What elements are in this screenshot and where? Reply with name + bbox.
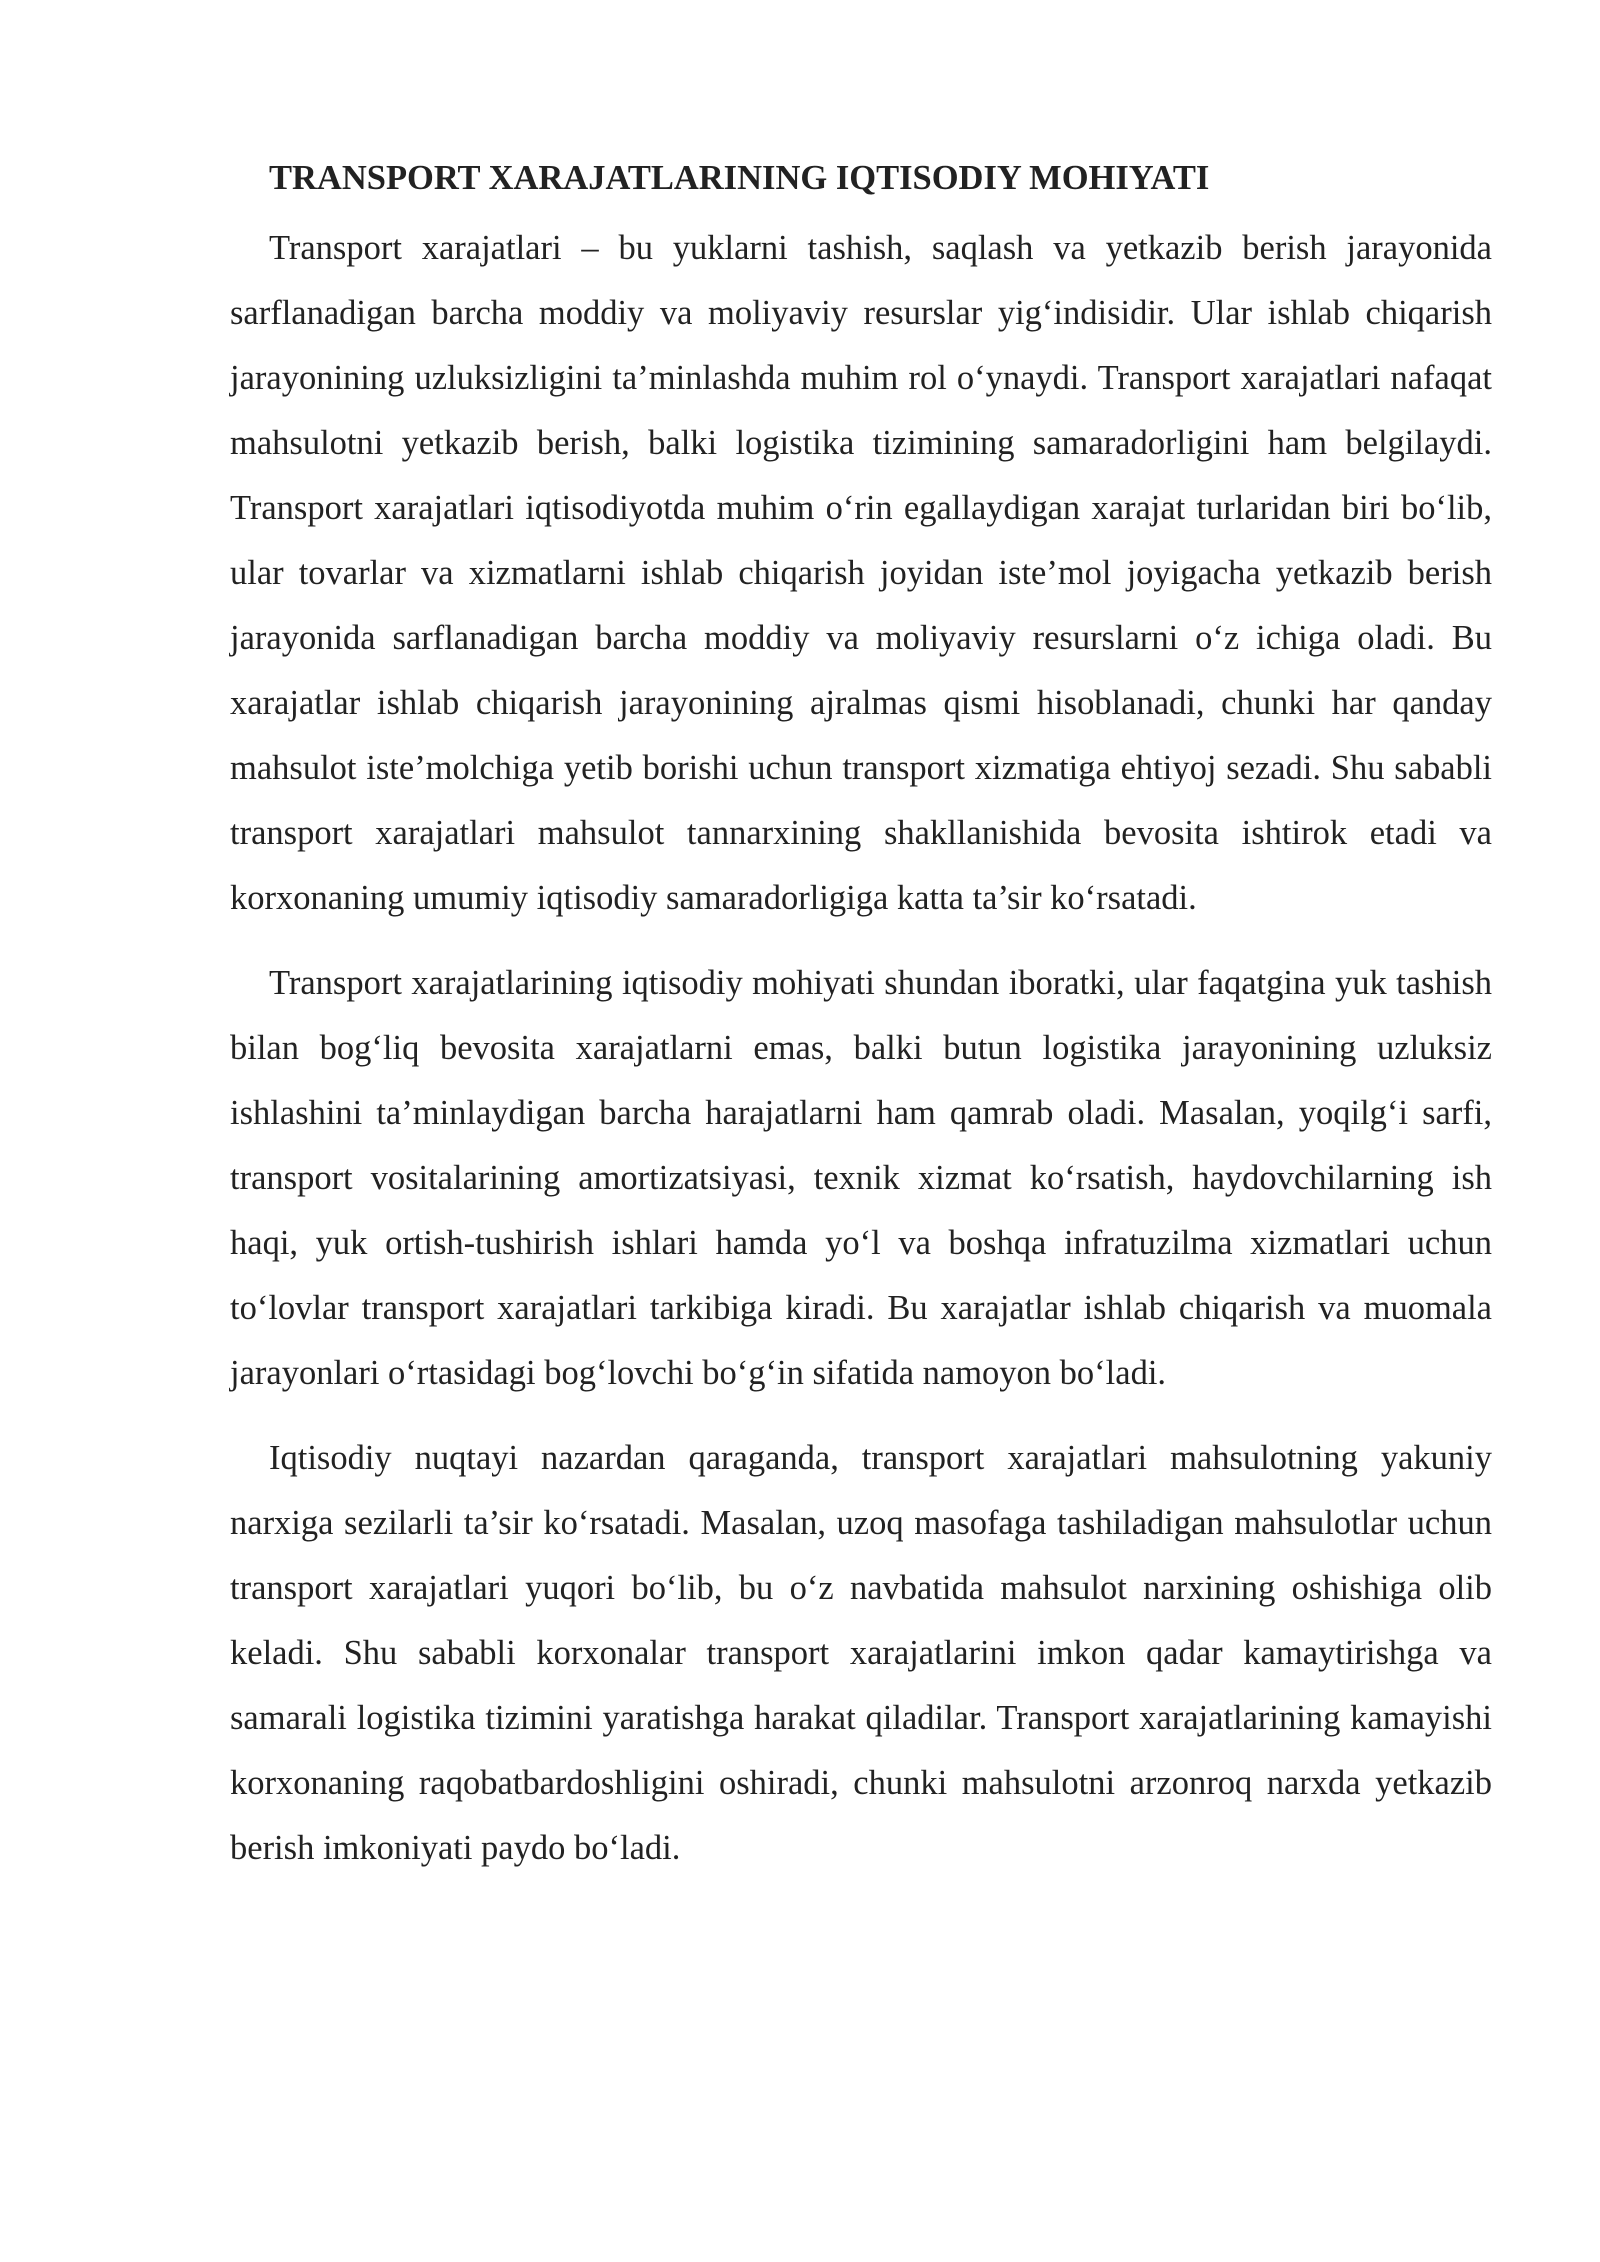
paragraph-2: Transport xarajatlarining iqtisodiy mohiyati shundan iboratki, ular faqatgina yuk tashish bilan bog‘liq bevosita xarajatlarni emas, balki butun logistika jarayonining uzluksiz ishlashini ta’minlaydigan barcha harajatlarni ham qamrab oladi. Masalan, yoqilg‘i sarfi, transport vositalarining amortizatsiyasi, texnik xizmat ko‘rsatish, haydovchilarning ish haqi, yuk ortish-tushirish ishlari hamda yo‘l va boshqa infratuzilma xizmatlari uchun to‘lovlar transport xarajatlari tarkibiga kiradi. Bu xarajatlar ishlab chiqarish va muomala jarayonlari o‘rtasidagi bog‘lovchi bo‘g‘in sifatida namoyon bo‘ladi. xyxy=(230,964,1492,1392)
document-title: TRANSPORT XARAJATLARINING IQTISODIY MOHIYATI xyxy=(269,159,1210,197)
paragraph-3: Iqtisodiy nuqtayi nazardan qaraganda, transport xarajatlari mahsulotning yakuniy narxiga sezilarli ta’sir ko‘rsatadi. Masalan, uzoq masofaga tashiladigan mahsulotlar uchun transport xarajatlari yuqori bo‘lib, bu o‘z navbatida mahsulot narxining oshishiga olib keladi. Shu sababli korxonalar transport xarajatlarini imkon qadar kamaytirishga va samarali logistika tizimini yaratishga harakat qiladilar. Transport xarajatlarining kamayishi korxonaning raqobatbardoshligini oshiradi, chunki mahsulotni arzonroq narxda yetkazib berish imkoniyati paydo bo‘ladi. xyxy=(230,1439,1492,1867)
document-page xyxy=(230,148,1492,1901)
paragraph-1: Transport xarajatlari – bu yuklarni tashish, saqlash va yetkazib berish jarayonida sarflanadigan barcha moddiy va moliyaviy resurslar yig‘indisidir. Ular ishlab chiqarish jarayonining uzluksizligini ta’minlashda muhim rol o‘ynaydi. Transport xarajatlari nafaqat mahsulotni yetkazib berish, balki logistika tizimining samaradorligini ham belgilaydi. Transport xarajatlari iqtisodiyotda muhim o‘rin egallaydigan xarajat turlaridan biri bo‘lib, ular tovarlar va xizmatlarni ishlab chiqarish joyidan iste’mol joyigacha yetkazib berish jarayonida sarflanadigan barcha moddiy va moliyaviy resurslarni o‘z ichiga oladi. Bu xarajatlar ishlab chiqarish jarayonining ajralmas qismi hisoblanadi, chunki har qanday mahsulot iste’molchiga yetib borishi uchun transport xizmatiga ehtiyoj sezadi. Shu sababli transport xarajatlari mahsulot tannarxining shakllanishida bevosita ishtirok etadi va korxonaning umumiy iqtisodiy samaradorligiga katta ta’sir ko‘rsatadi. xyxy=(230,229,1492,917)
